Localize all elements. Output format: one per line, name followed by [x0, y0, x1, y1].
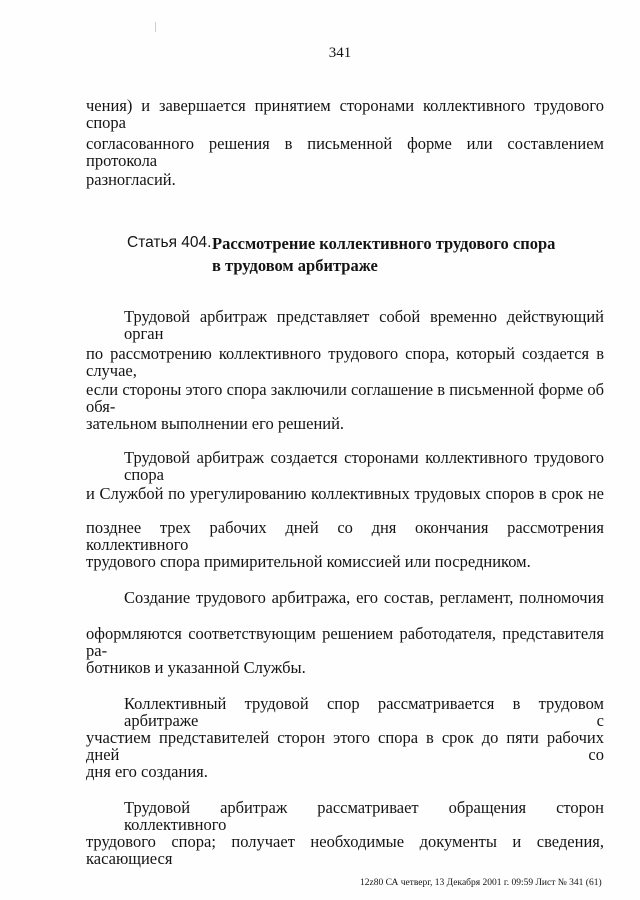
- article-number: Статья 404.: [127, 234, 212, 251]
- paragraph-1-line-3: если стороны этого спора заключили соглашение в письменной форме об обя-: [86, 380, 604, 416]
- paragraph-5-line-2: трудового спора; получает необходимые документы и сведения, касающиеся: [86, 832, 604, 868]
- print-footer: 12z80 СА четверг, 13 Декабря 2001 г. 09:59 Лист № 341 (61): [360, 878, 602, 888]
- paragraph-3-line-3: ботников и указанной Службы.: [86, 658, 306, 677]
- paragraph-2-line-2: и Службой по урегулированию коллективных трудовых споров в срок не: [86, 484, 604, 503]
- scan-artifact: [155, 22, 156, 32]
- paragraph-1-line-4: зательном выполнении его решений.: [86, 414, 345, 433]
- paragraph-1-line-2: по рассмотрению коллективного трудового спора, который создается в случае,: [86, 344, 604, 380]
- intro-line-2: согласованного решения в письменной форме или составлением протокола: [86, 134, 604, 170]
- paragraph-5-line-1: Трудовой арбитраж рассматривает обращения сторон коллективного: [124, 798, 604, 834]
- intro-line-1: чения) и завершается принятием сторонами коллективного трудового спора: [86, 96, 604, 132]
- paragraph-4-line-1: Коллективный трудовой спор рассматривается в трудовом арбитраже с: [124, 694, 604, 730]
- paragraph-3-line-1: Создание трудового арбитража, его состав, регламент, полномочия: [124, 588, 604, 607]
- paragraph-4-line-3: дня его создания.: [86, 762, 208, 781]
- article-title-line-1: Рассмотрение коллективного трудового спора: [212, 234, 556, 253]
- paragraph-3-line-2: оформляются соответствующим решением работодателя, представителя ра-: [86, 624, 604, 660]
- paragraph-2-line-3: позднее трех рабочих дней со дня окончания рассмотрения коллективного: [86, 518, 604, 554]
- article-title-line-2: в трудовом арбитраже: [212, 256, 378, 275]
- intro-line-3: разногласий.: [86, 170, 176, 189]
- paragraph-4-line-2: участием представителей сторон этого спора в срок до пяти рабочих дней со: [86, 728, 604, 764]
- paragraph-2-line-4: трудового спора примирительной комиссией или посредником.: [86, 552, 531, 571]
- paragraph-1-line-1: Трудовой арбитраж представляет собой временно действующий орган: [124, 307, 604, 343]
- paragraph-2-line-1: Трудовой арбитраж создается сторонами коллективного трудового спора: [124, 448, 604, 484]
- page-number: 341: [328, 45, 352, 61]
